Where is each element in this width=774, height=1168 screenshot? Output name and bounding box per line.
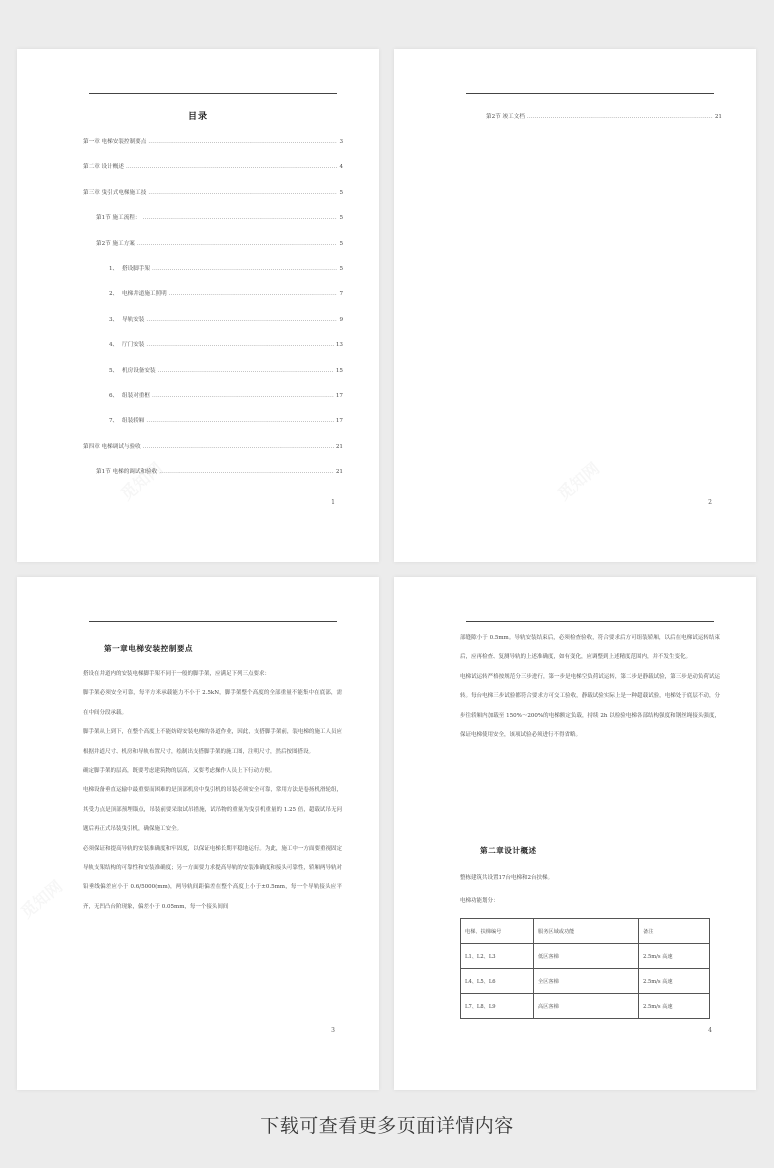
toc-entry-title <box>109 391 150 399</box>
toc-entry-text: 组装对重框 <box>122 392 150 399</box>
toc-entry-page: 9 <box>339 316 343 323</box>
toc-entry-number: 7、 <box>109 418 119 425</box>
toc-entry[interactable] <box>83 289 343 314</box>
table-header-cell: 服务区域或功能 <box>534 919 639 944</box>
page-number: 3 <box>331 1027 335 1034</box>
page-number: 1 <box>331 499 335 506</box>
table-of-contents <box>83 137 343 492</box>
toc-leader-dots <box>148 139 337 145</box>
chapter-heading: 第一章电梯安装控制要点 <box>104 644 194 653</box>
toc-entry[interactable] <box>83 137 343 162</box>
toc-entry-text: 搭设脚手架 <box>122 265 150 272</box>
table-header-cell: 备注 <box>639 919 710 944</box>
toc-entry[interactable] <box>83 340 343 365</box>
body-text <box>460 629 720 745</box>
document-page-2 <box>394 49 756 562</box>
toc-entry-number: 2、 <box>109 291 119 298</box>
toc-entry-title: 第一章 电梯安装控制要点 <box>83 139 147 145</box>
toc-leader-dots <box>143 215 338 221</box>
table-of-contents-continued <box>473 112 722 137</box>
paragraph: 部缝隙小于 0.5mm。导轨安装结束后，必须检查验收，符合要求后方可组装轿厢，以后在电梯试运转结束后，应再检查、复测导轨的上述准确度，如有变化，应调整到上述精度范围内，并不发生变化。 <box>460 635 720 661</box>
toc-entry-text: 厅门安装 <box>122 342 145 349</box>
toc-entry[interactable] <box>83 188 343 213</box>
toc-entry[interactable] <box>83 366 343 391</box>
toc-entry-page: 21 <box>335 443 343 450</box>
toc-entry-page: 17 <box>335 392 343 399</box>
toc-entry[interactable] <box>83 315 343 340</box>
table-cell: 2.5m/s 高速 <box>639 944 710 969</box>
toc-leader-dots <box>146 317 337 323</box>
toc-entry-title <box>109 264 150 272</box>
toc-entry[interactable] <box>83 162 343 187</box>
toc-leader-dots <box>148 190 337 196</box>
document-page-1 <box>17 49 379 562</box>
toc-entry-title <box>109 366 156 374</box>
toc-entry[interactable] <box>83 213 343 238</box>
table-cell: 2.5m/s 高速 <box>639 969 710 994</box>
toc-entry-title: 第2节 竣工文档 <box>486 114 525 120</box>
table-cell: 全区客梯 <box>534 969 639 994</box>
toc-entry-title <box>109 340 144 348</box>
toc-entry-page: 5 <box>339 240 343 247</box>
chapter-heading: 第二章设计概述 <box>480 846 537 855</box>
toc-entry-title: 第二章 设计概述 <box>83 164 124 171</box>
toc-entry-number: 3、 <box>109 316 119 323</box>
toc-entry-number: 4、 <box>109 342 119 349</box>
paragraph: 搭设在井道内的安装电梯脚手架不同于一般的脚手架，应满足下列三点要求： <box>83 671 271 677</box>
paragraph: 电梯试运转严格按规范分三步进行，第一步是电梯空负荷试运转，第二步是静载试验，第三步是动负荷试运转。每台电梯三步试验都符合要求方可交工验收，静载试验实际上是一种超载试验，电梯处于底层不动，分步往轿厢内加载至 150%～200%的电梯额定负载，持续 2h 以检验电梯各部结构强度和钢丝绳接头强度，保证电梯使用安全，该项试验必须进行不得省略。 <box>460 673 720 739</box>
toc-leader-dots <box>143 444 334 450</box>
toc-entry-title <box>109 289 167 297</box>
toc-entry-page: 15 <box>335 367 343 374</box>
toc-entry-page: 21 <box>714 114 722 120</box>
toc-entry-page: 7 <box>339 291 343 298</box>
watermark <box>552 456 604 504</box>
page-number: 2 <box>708 499 712 506</box>
intro-text: 整栋建筑共设置17台电梯和2台扶梯。 <box>460 875 553 881</box>
toc-entry-title: 第1节 电梯的调试和验收 <box>96 469 158 476</box>
toc-entry-title: 第四章 电梯调试与验收 <box>83 443 141 450</box>
toc-entry-number: 6、 <box>109 392 119 399</box>
toc-entry-title <box>109 315 144 323</box>
table-cell: 低区客梯 <box>534 944 639 969</box>
toc-entry[interactable] <box>83 391 343 416</box>
document-page-4 <box>394 577 756 1090</box>
table-row <box>461 969 710 994</box>
paragraph: 确定脚手架的层高，既要考虑建筑物的层高，又要考虑操作人员上下行动方便。 <box>83 768 276 775</box>
toc-entry-title: 第2节 施工方案 <box>96 240 135 247</box>
toc-entry-text: 机房设备安装 <box>122 367 156 374</box>
toc-entry-page: 3 <box>339 139 343 145</box>
toc-entry-text: 电梯井道施工照明 <box>122 291 167 298</box>
table-row <box>461 994 710 1019</box>
toc-entry[interactable] <box>83 416 343 441</box>
document-page-3 <box>17 577 379 1090</box>
toc-title: 目录 <box>187 112 208 122</box>
toc-entry-page: 4 <box>339 164 343 171</box>
toc-entry-text: 组装轿厢 <box>122 418 145 425</box>
toc-entry-title <box>109 416 144 424</box>
header-rule <box>466 93 714 94</box>
toc-entry-title: 第1节 施工流程： <box>96 215 141 222</box>
toc-leader-dots <box>146 418 333 424</box>
toc-entry-number: 1、 <box>109 265 119 272</box>
table-cell: L1、L2、L3 <box>461 944 534 969</box>
table-header-row <box>461 919 710 944</box>
toc-entry-page: 21 <box>335 469 343 476</box>
elevator-function-table <box>460 918 710 1019</box>
table-header-cell: 电梯、扶梯编号 <box>461 919 534 944</box>
table-cell: 高区客梯 <box>534 994 639 1019</box>
table-cell: L7、L8、L9 <box>461 994 534 1019</box>
toc-leader-dots <box>126 164 338 170</box>
download-more-caption: 下载可查看更多页面详情内容 <box>260 1115 514 1137</box>
paragraph: 电梯设备垂直运输中最重要而困难的是顶部机房中曳引机的吊装必须安全可靠，常用方法是卷扬机滑轮组，其受力点是顶部预埋锚点，吊装前要采取试吊措施，试吊物的重量为曳引机重量的 1.25 倍，超载试吊无问题后再正式吊装曳引机，确保施工安全。 <box>83 787 342 833</box>
toc-entry-page: 5 <box>339 265 343 272</box>
toc-leader-dots <box>158 368 334 374</box>
table-row <box>461 944 710 969</box>
toc-entry[interactable] <box>83 239 343 264</box>
watermark <box>15 874 67 922</box>
toc-leader-dots <box>146 342 333 348</box>
toc-entry-page: 13 <box>335 342 343 349</box>
toc-leader-dots <box>159 469 334 475</box>
header-rule <box>466 621 714 622</box>
toc-entry-text: 导轨安装 <box>122 316 145 323</box>
table-cell: 2.5m/s 高速 <box>639 994 710 1019</box>
toc-leader-dots <box>169 291 338 297</box>
paragraph: 脚手架从上到下，在整个高度上不能妨碍安装电梯的各道作业，因此，支搭脚手架前，装电梯的施工人员应根据井道尺寸、机房和导轨布置尺寸，绘制出支搭脚手架的施工图，注明尺寸，然后按图搭设。 <box>83 729 342 755</box>
toc-leader-dots <box>527 114 713 120</box>
body-text <box>83 665 342 917</box>
toc-leader-dots <box>152 266 337 272</box>
toc-entry[interactable] <box>83 264 343 289</box>
toc-leader-dots <box>152 393 334 399</box>
toc-entry[interactable] <box>83 442 343 467</box>
header-rule <box>89 621 337 622</box>
toc-entry-page: 5 <box>339 215 343 222</box>
toc-entry-page: 5 <box>339 189 343 196</box>
paragraph: 必须保证和提高导轨的安装准确度和牢固度，以保证电梯长期平稳地运行。为此，施工中一方面要重视固定导轨支架结构的可靠性和安装准确度；另一方面要力求提高导轨的安装准确度和接头可靠性，轿厢两导轨对铅垂线偏差应小于 0.6/5000(mm)，两导轨间距偏差在整个高度上小于±0.5mm，每一个导轨接头应平齐，无凹凸台阶现象，偏差小于 0.05mm，每一个接头间间 <box>83 845 342 910</box>
table-caption: 电梯功能划分： <box>460 898 499 904</box>
toc-entry-title: 第三章 曳引式电梯施工技 <box>83 189 147 196</box>
toc-entry-page: 17 <box>335 418 343 425</box>
toc-entry[interactable] <box>473 112 722 137</box>
toc-entry-number: 5、 <box>109 367 119 374</box>
page-number: 4 <box>708 1027 712 1034</box>
toc-leader-dots <box>137 241 338 247</box>
table-cell: L4、L5、L6 <box>461 969 534 994</box>
header-rule <box>89 93 337 94</box>
paragraph: 脚手架必须安全可靠，每平方米承载能力不小于 2.5kN，脚手架整个高度的全部重量不能集中在底部，需在中间分段承载。 <box>83 690 342 716</box>
